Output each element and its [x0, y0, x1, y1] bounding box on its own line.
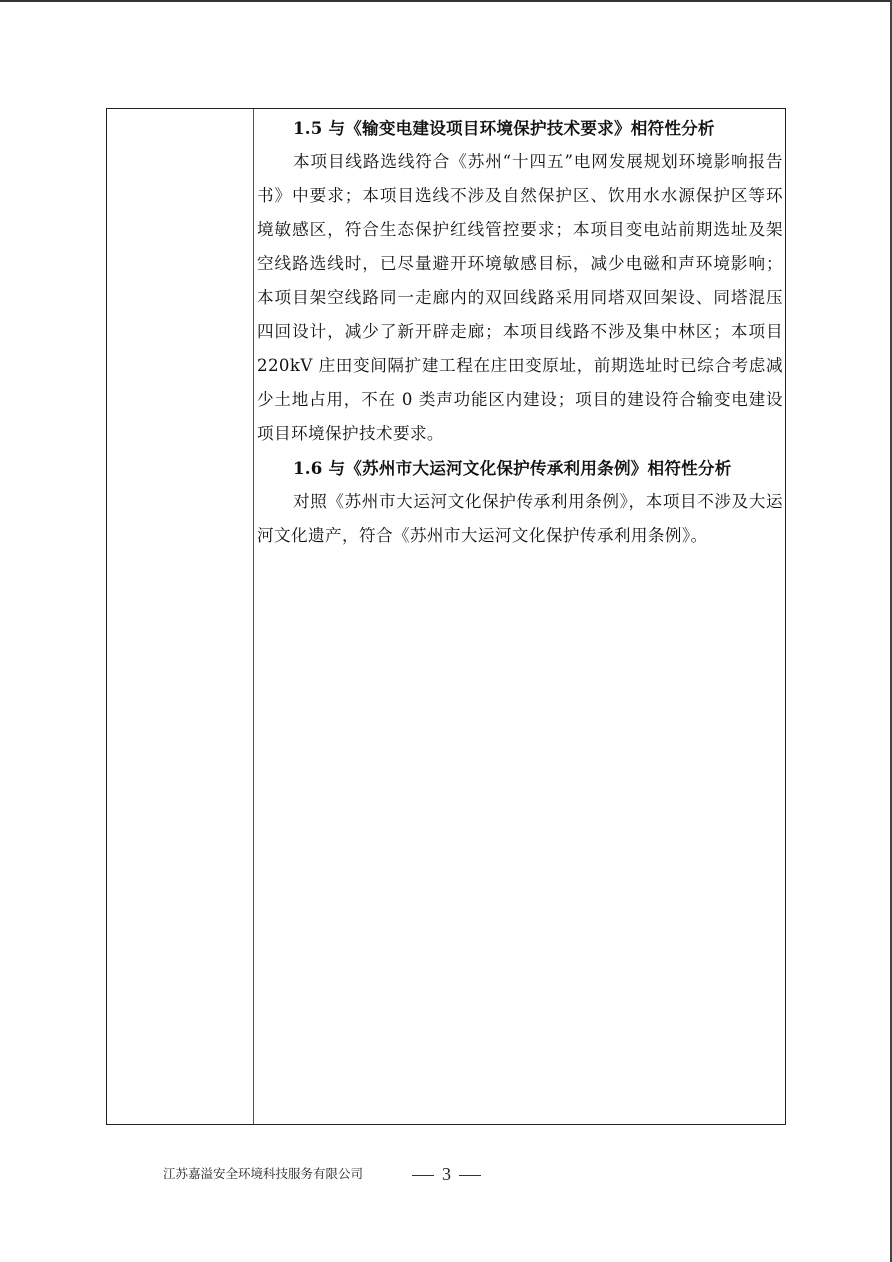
- section-1-5-paragraph: 本项目线路选线符合《苏州“十四五”电网发展规划环境影响报告书》中要求；本项目选线不涉及自然保护区、饮用水水源保护区等环境敏感区，符合生态保护红线管控要求；本项目变电站前期选址及架空线路选线时，已尽量避开环境敏感目标，减少电磁和声环境影响；本项目架空线路同一走廊内的双回线路采用同塔双回架设、同塔混压四回设计，减少了新开辟走廊；本项目线路不涉及集中林区；本项目 220kV 庄田变间隔扩建工程在庄田变原址，前期选址时已综合考虑减少土地占用，不在 0 类声功能区内建设；项目的建设符合输变电建设项目环境保护技术要求。: [257, 152, 783, 443]
- section-1-6-heading: 1.6 与《苏州市大运河文化保护传承利用条例》相符性分析: [293, 458, 732, 478]
- page-number: 3: [442, 1164, 451, 1184]
- section-1-5-heading: 1.5 与《输变电建设项目环境保护技术要求》相符性分析: [293, 118, 715, 138]
- page-footer: [0, 1160, 892, 1200]
- dash-left: [412, 1175, 434, 1176]
- column-divider: [253, 109, 254, 1124]
- dash-right: [459, 1175, 481, 1176]
- content-table: [106, 108, 786, 1125]
- page-number-group: [404, 1164, 489, 1185]
- section-1-6-paragraph: 对照《苏州市大运河文化保护传承利用条例》，本项目不涉及大运河文化遗产，符合《苏州市大运河文化保护传承利用条例》。: [257, 492, 783, 545]
- company-name: 江苏嘉溢安全环境科技服务有限公司: [163, 1166, 364, 1181]
- top-border-line: [0, 0, 892, 2]
- table-content-cell: [257, 111, 783, 553]
